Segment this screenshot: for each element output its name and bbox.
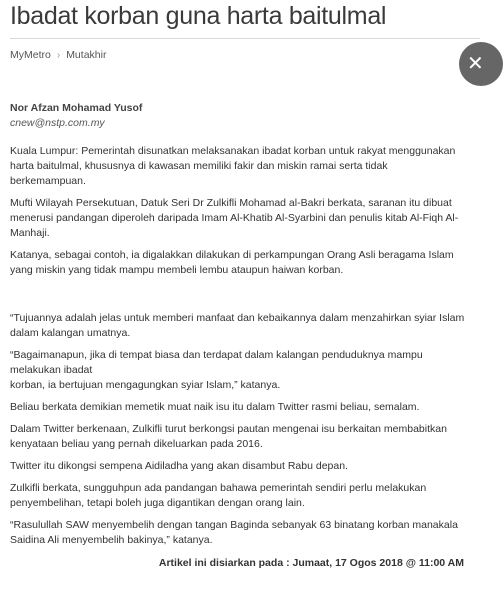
paragraph: “Tujuannya adalah jelas untuk memberi manfaat dan kebaikannya dalam menzahirkan syiar Islam dalam kalangan umatnya.: [10, 312, 465, 339]
breadcrumb-mymetro[interactable]: MyMetro: [10, 49, 51, 61]
paragraph: Mufti Wilayah Persekutuan, Datuk Seri Dr Zulkifli Mohamad al-Bakri berkata, saranan itu dibuat menerusi pandangan diperoleh daripada Imam Al-Khatib Al-Syarbini dan penulis kitab Al-Fiqh Al-Manhaji.: [10, 197, 459, 239]
breadcrumb-mutakhir[interactable]: Mutakhir: [66, 49, 107, 61]
paragraph-line: “Bagaimanapun, jika di tempat biasa dan terdapat dalam kalangan penduduknya mampu melakukan ibadat: [10, 349, 423, 376]
paragraph: “Rasulullah SAW menyembelih dengan tangan Baginda sebanyak 63 binatang korban manakala Saidina Ali menyembelih bakinya,” katanya.: [10, 519, 458, 546]
paragraph: Zulkifli berkata, sungguhpun ada pandangan bahawa pemerintah sendiri perlu melakukan penyembelihan, tetapi boleh juga digantikan dengan orang lain.: [10, 482, 427, 509]
divider: [10, 38, 480, 39]
published-date: Artikel ini disiarkan pada : Jumaat, 17 Ogos 2018 @ 11:00 AM: [158, 557, 464, 569]
paragraph: Kuala Lumpur: Pemerintah disunatkan melaksanakan ibadat korban untuk rakyat menggunakan harta baitulmal, khususnya di kawasan memiliki fakir dan miskin ramai serta tidak berkemampuan.: [10, 145, 456, 187]
chevron-right-icon: ›: [56, 49, 61, 61]
close-icon: ✕: [467, 53, 484, 75]
article-body: [10, 144, 466, 555]
author-name: Nor Afzan Mohamad Yusof: [10, 102, 143, 114]
author-email: cnew@nstp.com.my: [10, 117, 105, 129]
close-button[interactable]: [459, 42, 503, 86]
paragraph: Beliau berkata demikian memetik muat naik isu itu dalam Twitter rasmi beliau, semalam.: [10, 401, 420, 413]
paragraph: Katanya, sebagai contoh, ia digalakkan dilakukan di perkampungan Orang Asli beragama Islam yang miskin yang tidak mampu membeli lembu ataupun haiwan korban.: [10, 249, 454, 276]
paragraph-line: korban, ia bertujuan mengagungkan syiar Islam,” katanya.: [10, 379, 281, 391]
paragraph: Dalam Twitter berkenaan, Zulkifli turut berkongsi pautan mengenai isu berkaitan membabitkan kenyataan beliau yang pernah dikeluarkan pada 2016.: [10, 423, 447, 450]
article-title: Ibadat korban guna harta baitulmal: [10, 2, 387, 30]
paragraph: Twitter itu dikongsi sempena Aidiladha yang akan disambut Rabu depan.: [10, 460, 348, 472]
breadcrumb: [10, 49, 106, 61]
paragraph: [10, 348, 466, 393]
